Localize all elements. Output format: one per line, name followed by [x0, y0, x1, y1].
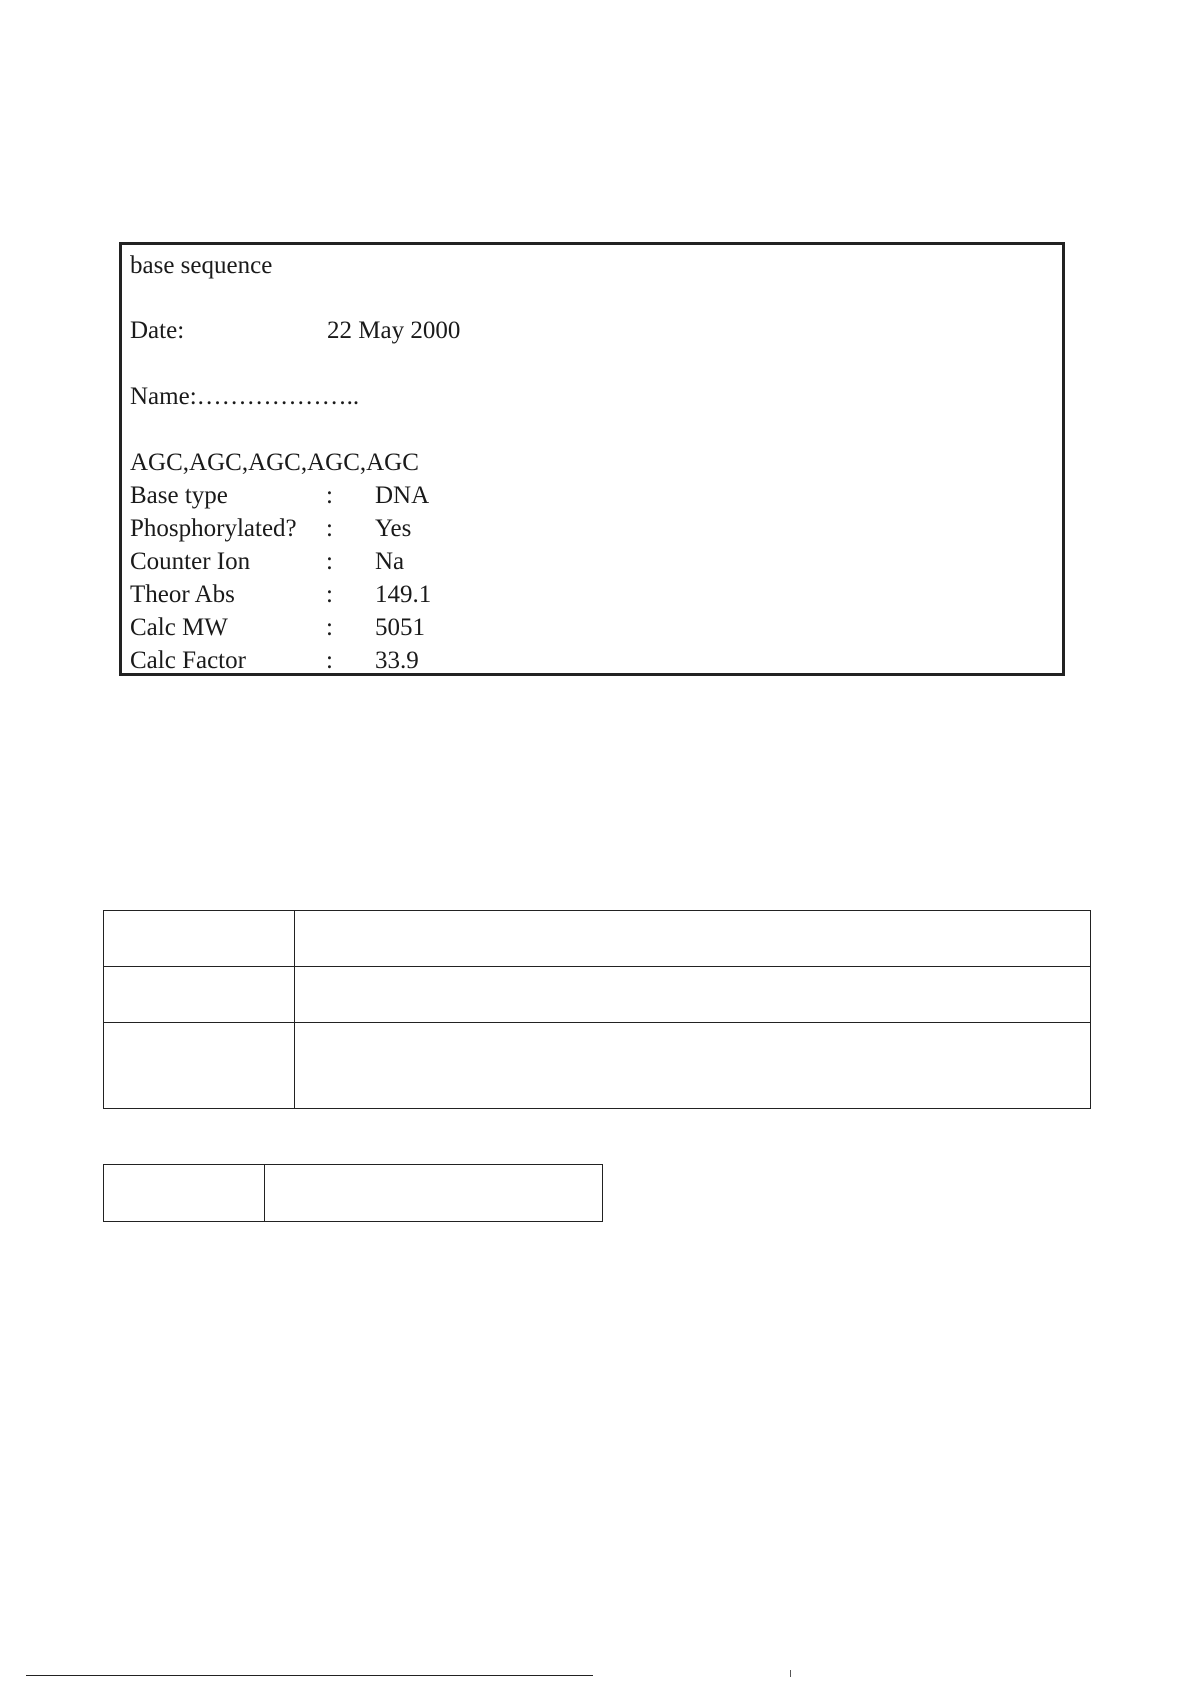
field-value: 33.9 [375, 647, 419, 674]
date-value: 22 May 2000 [327, 317, 461, 344]
table-row [104, 911, 1091, 967]
field-name: Base type [130, 482, 228, 509]
field-value: Na [375, 548, 405, 575]
field-value: DNA [375, 482, 430, 509]
table-cell[interactable] [104, 1023, 295, 1109]
field-separator: : [326, 614, 333, 641]
small-answer-table [103, 1164, 603, 1222]
table-cell[interactable] [104, 967, 295, 1023]
table-cell[interactable] [295, 967, 1091, 1023]
table-cell[interactable] [104, 1165, 265, 1222]
base-sequence: AGC,AGC,AGC,AGC,AGC [130, 449, 419, 476]
table-cell[interactable] [295, 911, 1091, 967]
table-cell[interactable] [265, 1165, 603, 1222]
oligo-label-box [119, 242, 1065, 676]
answer-table [103, 910, 1091, 1109]
field-separator: : [326, 647, 333, 674]
field-value: 5051 [375, 614, 425, 641]
footer-tick-mark [790, 1670, 791, 1677]
field-name: Phosphorylated? [130, 515, 297, 542]
table-cell[interactable] [104, 911, 295, 967]
field-name: Theor Abs [130, 581, 235, 608]
table-cell[interactable] [295, 1023, 1091, 1109]
field-separator: : [326, 482, 333, 509]
table-row [104, 1023, 1091, 1109]
name-line: Name:……………….. [130, 383, 360, 410]
date-label: Date: [130, 317, 185, 344]
table-row [104, 1165, 603, 1222]
footer-rule [26, 1675, 593, 1676]
field-separator: : [326, 548, 333, 575]
field-value: 149.1 [375, 581, 432, 608]
field-name: Calc MW [130, 614, 228, 641]
field-separator: : [326, 581, 333, 608]
table-row [104, 967, 1091, 1023]
field-value: Yes [375, 515, 412, 542]
field-name: Calc Factor [130, 647, 246, 674]
field-name: Counter Ion [130, 548, 251, 575]
label-title: base sequence [130, 252, 273, 279]
field-separator: : [326, 515, 333, 542]
